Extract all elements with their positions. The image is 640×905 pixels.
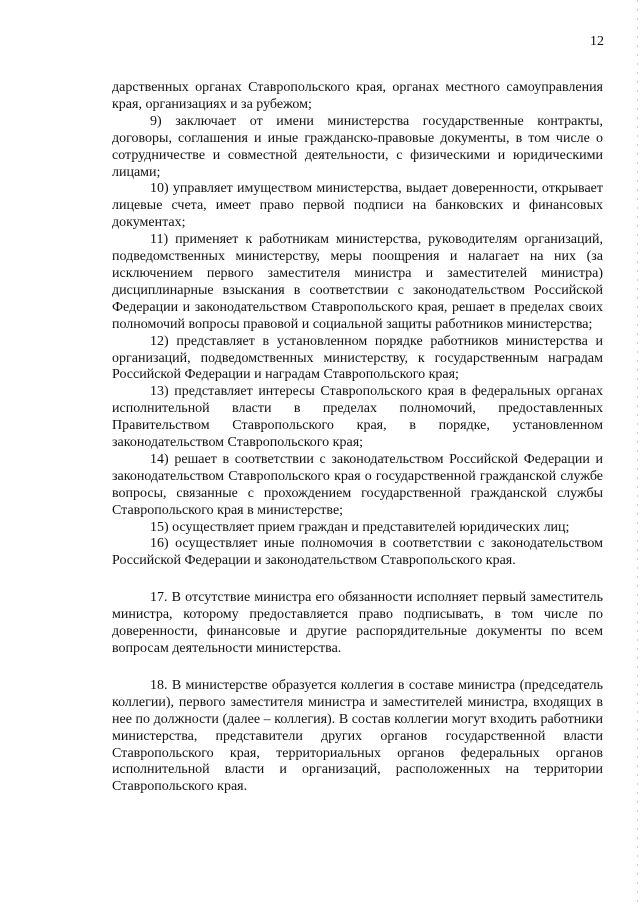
page-number: 12 bbox=[590, 34, 604, 49]
document-body bbox=[112, 80, 603, 796]
section-18: 18. В министерстве образуется коллегия в составе министра (председатель коллегии), первого заместителя министра и заместителей министра, входящих в нее по должности (далее – коллегия). В состав коллегии могут входить работники министерства, представители других органов государственной власти Ставропольского края, территориальных органов федеральных органов исполнительной власти и организаций, расположенных на территории Ставропольского края. bbox=[112, 677, 603, 795]
paragraph-item-12: 12) представляет в установленном порядке работников министерства и организаций, подведомственных министерству, к государственным наградам Российской Федерации и наградам Ставропольского края; bbox=[112, 333, 603, 383]
paragraph-item-15: 15) осуществляет прием граждан и представителей юридических лиц; bbox=[150, 519, 570, 535]
paragraph-item-9: 9) заключает от имени министерства государственные контракты, договоры, соглашения и иные гражданско-правовые документы, в том числе о сотрудничестве и совместной деятельности, с физическими и юридическими лицами; bbox=[112, 113, 603, 180]
scan-edge-marks bbox=[637, 0, 638, 905]
paragraph-item-11: 11) применяет к работникам министерства, руководителям организаций, подведомственных министерству, меры поощрения и налагает на них (за исключением первого заместителя министра и заместителей министра) дисциплинарные взыскания в соответствии с законодательством Российской Федерации и законодательством Ставропольского края, решает в пределах своих полномочий вопросы правовой и социальной защиты работников министерства; bbox=[112, 232, 603, 332]
paragraph-item-10: 10) управляет имуществом министерства, выдает доверенности, открывает лицевые счета, имеет право первой подписи на банковских и финансовых документах; bbox=[112, 181, 603, 231]
section-17: 17. В отсутствие министра его обязанности исполняет первый заместитель министра, которому предоставляется право подписывать, в том числе по доверенности, финансовые и другие распорядительные документы по всем вопросам деятельности министерства. bbox=[112, 590, 603, 656]
paragraph-continuation: дарственных органах Ставропольского края, органах местного самоуправления края, организациях и за рубежом; bbox=[112, 80, 603, 112]
paragraph-item-14: 14) решает в соответствии с законодательством Российской Федерации и законодательством Ставропольского края о государственной гражданской службе вопросы, связанные с прохождением государственной гражданской службы Ставропольского края в министерстве; bbox=[112, 451, 603, 518]
paragraph-item-16: 16) осуществляет иные полномочия в соответствии с законодательством Российской Федерации и законодательством Ставропольского края. bbox=[112, 536, 603, 569]
paragraph-item-13: 13) представляет интересы Ставропольского края в федеральных органах исполнительной власти в пределах полномочий, предоставленных Правительством Ставропольского края, в порядке, установленном законодательством Ставропольского края; bbox=[112, 384, 603, 451]
